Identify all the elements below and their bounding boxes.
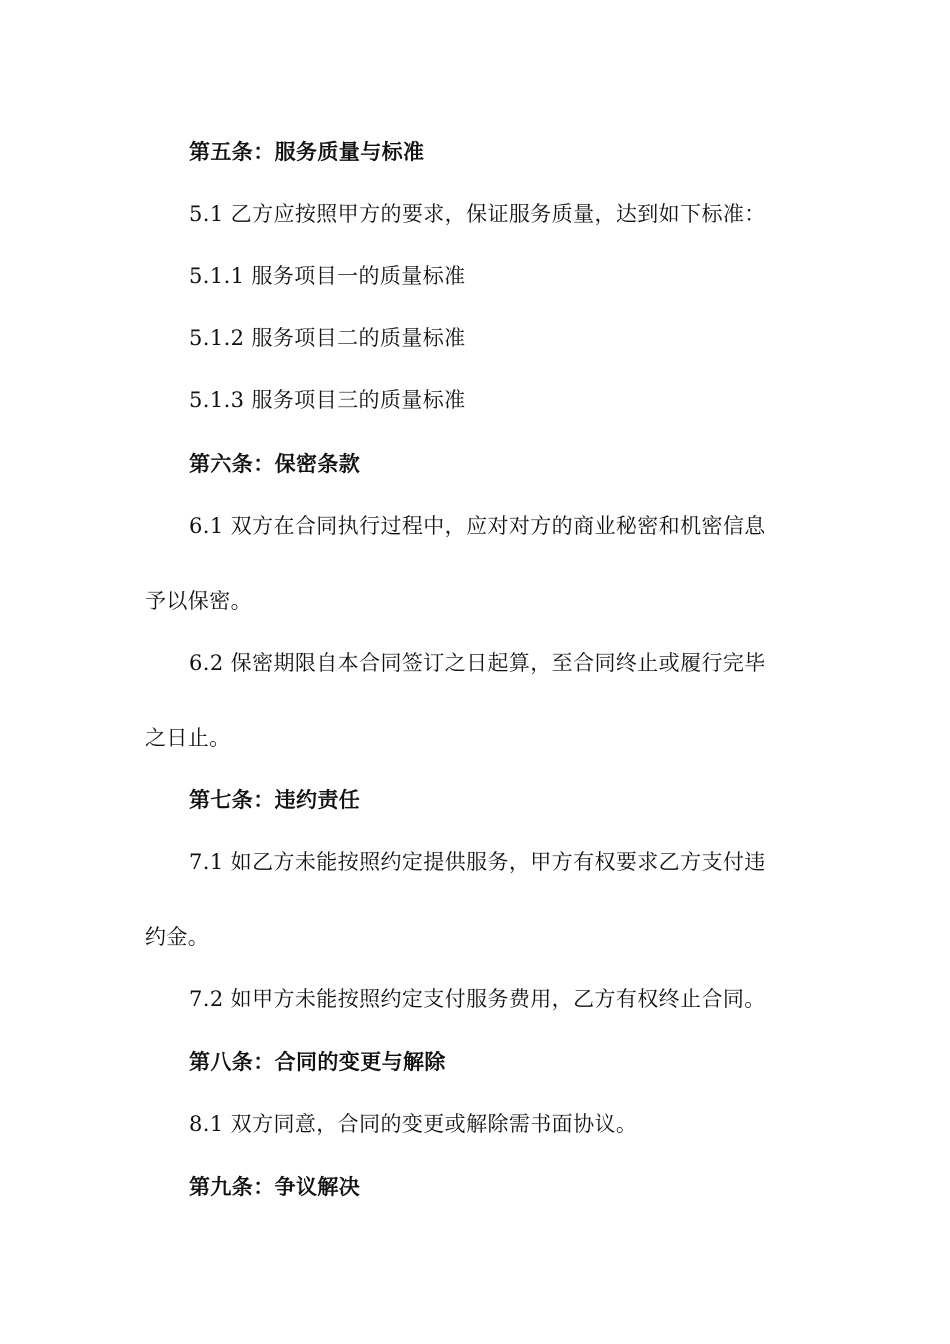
clause-6-1-continued: 予以保密。 — [145, 589, 252, 613]
clause-7-1-continued: 约金。 — [145, 925, 210, 949]
clause-7-1: 7.1 如乙方未能按照约定提供服务，甲方有权要求乙方支付违 — [189, 850, 766, 874]
section-heading-6: 第六条：保密条款 — [189, 452, 361, 476]
clause-6-2-continued: 之日止。 — [145, 726, 231, 750]
clause-5-1-3: 5.1.3 服务项目三的质量标准 — [189, 388, 466, 412]
clause-7-2: 7.2 如甲方未能按照约定支付服务费用，乙方有权终止合同。 — [189, 987, 766, 1011]
section-heading-5: 第五条：服务质量与标准 — [189, 140, 425, 164]
clause-5-1: 5.1 乙方应按照甲方的要求，保证服务质量，达到如下标准： — [189, 202, 766, 226]
clause-8-1: 8.1 双方同意，合同的变更或解除需书面协议。 — [189, 1112, 638, 1136]
clause-6-2: 6.2 保密期限自本合同签订之日起算，至合同终止或履行完毕 — [189, 651, 766, 675]
section-heading-9: 第九条：争议解决 — [189, 1175, 361, 1199]
section-heading-7: 第七条：违约责任 — [189, 788, 361, 812]
clause-6-1: 6.1 双方在合同执行过程中，应对对方的商业秘密和机密信息 — [189, 514, 766, 538]
clause-5-1-2: 5.1.2 服务项目二的质量标准 — [189, 326, 466, 350]
clause-5-1-1: 5.1.1 服务项目一的质量标准 — [189, 264, 466, 288]
section-heading-8: 第八条：合同的变更与解除 — [189, 1050, 446, 1074]
